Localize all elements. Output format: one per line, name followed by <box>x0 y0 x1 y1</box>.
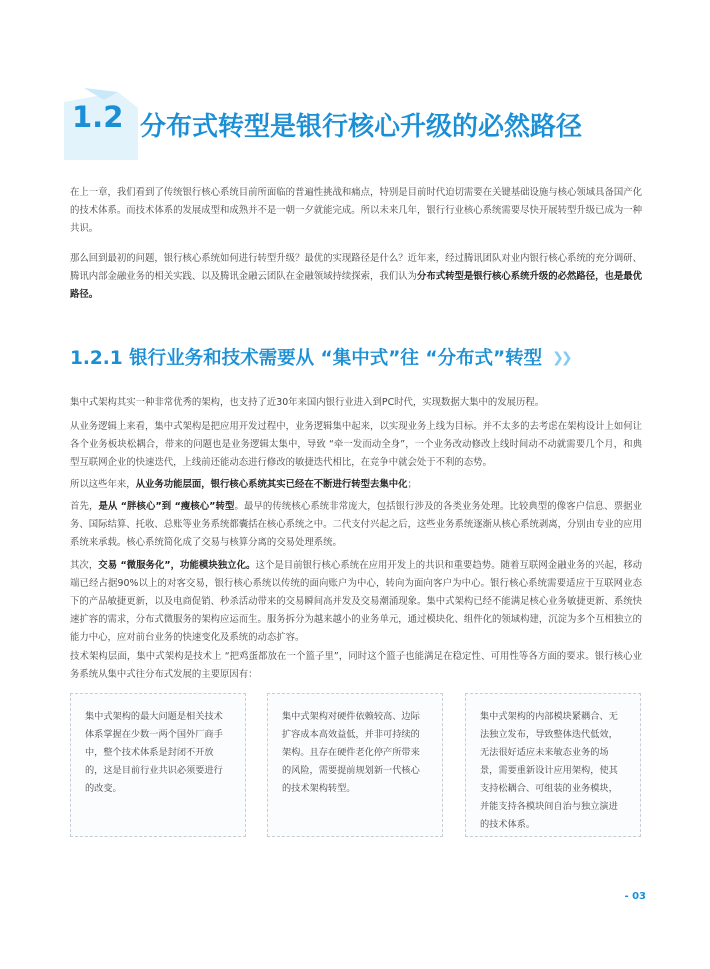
reason-box-3 <box>465 693 641 837</box>
reason-text-3: 集中式架构的内部模块紧耦合、无法独立发布，导致整体迭代低效，无法很好适应未来敏态业务的场景，需要重新设计应用架构，使其支持松耦合、可组装的业务模块，并能支持各模块间自治与独立演进的技术体系。 <box>480 711 618 830</box>
body-paragraph-2: 从业务逻辑上来看，集中式架构是把应用开发过程中，业务逻辑集中起来，以实现业务上线为目标。并不太多的去考虑在架构设计上如何让各个业务板块松耦合，带来的问题也是业务逻辑太集中，导致 “牵一发而动全身”，一个业务改动修改上线时间动不动就需要几个月，和典型互联网企业的快速迭代，上线前还能动态进行修改的敏捷迭代相比，在竞争中就会处于不利的态势。 <box>70 421 642 468</box>
body-paragraph-5-emphasis: 交易 “微服务化”，功能模块独立化。 <box>98 560 256 571</box>
body-paragraph-3-end: ； <box>407 479 417 490</box>
reason-box-1 <box>70 693 246 837</box>
intro-paragraph-2-text: 那么回到最初的问题，银行核心系统如何进行转型升级？最优的实现路径是什么？近年来，经过腾讯团队对业内银行核心系统的充分调研、腾讯内部金融业务的相关实践、以及腾讯金融云团队在金融领域持续探索，我们认为 <box>70 253 642 282</box>
reason-text-2: 集中式架构对硬件依赖较高、边际扩容成本高效益低，并非可持续的架构。且存在硬件老化停产所带来的风险，需要提前规划新一代核心的技术架构转型。 <box>282 711 420 794</box>
reason-text-1: 集中式架构的最大问题是相关技术体系掌握在少数一两个国外厂商手中，整个技术体系是封闭不开放的，这是目前行业共识必须要进行的改变。 <box>85 711 223 794</box>
subsection-title: 1.2.1 银行业务和技术需要从 “集中式”往 “分布式”转型 <box>70 348 543 369</box>
section-number: 1.2 <box>72 100 124 134</box>
body-paragraph-5 <box>70 557 642 647</box>
body-paragraph-4-emphasis: 是从 “胖核心”到 “瘦核心”转型 <box>98 501 235 512</box>
body-paragraph-5-text: 这个是目前银行核心系统在应用开发上的共识和重要趋势。随着互联网金融业务的兴起，移动端已经占据90%以上的对客交易，银行核心系统以传统的面向账户为中心，转向为面向客户为中心。银行核心系统需要适应于互联网业态下的产品敏捷更新，以及电商促销、秒杀活动带来的交易瞬间高并发及交易潮涌现象。集中式架构已经不能满足核心业务敏捷更新、系统快速扩容的需求，分布式微服务的架构应运而生。服务拆分为越来越小的业务单元，通过模块化、组件化的领域构建，沉淀为多个互相独立的能力中心，应对前台业务的快速变化及系统的动态扩容。 <box>70 560 642 643</box>
page-number: - 03 <box>624 891 646 902</box>
body-paragraph-1: 集中式架构其实一种非常优秀的架构，也支持了近30年来国内银行业进入到PC时代，实现数据大集中的发展历程。 <box>70 397 545 408</box>
body-paragraph-3-text: 所以这些年来， <box>70 479 136 490</box>
intro-paragraph-2 <box>70 250 642 304</box>
intro-paragraph-2-emphasis: 分布式转型是银行核心系统升级的必然路径，也是最优路径。 <box>70 271 642 300</box>
intro-paragraph-1: 在上一章，我们看到了传统银行核心系统目前所面临的普遍性挑战和痛点，特别是目前时代迫切需要在关键基础设施与核心领域具备国产化的技术体系。而技术体系的发展成型和成熟并不是一朝一夕就能完成。所以未来几年，银行行业核心系统需要尽快开展转型升级已成为一种共识。 <box>70 187 642 234</box>
body-paragraph-4 <box>70 498 642 552</box>
body-paragraph-6: 技术架构层面，集中式架构是技术上 “把鸡蛋都放在一个篮子里”，同时这个篮子也能满足在稳定性、可用性等各方面的要求。银行核心业务系统从集中式往分布式发展的主要原因有： <box>70 651 642 680</box>
body-paragraph-4-text: 。最早的传统核心系统非常庞大，包括银行涉及的各类业务处理。比较典型的像客户信息、票据业务、国际结算、托收、总账等业务系统都囊括在核心系统之中。二代支付兴起之后，这些业务系统逐渐从核心系统剥离，分别由专业的应用系统来承载。核心系统简化成了交易与核算分离的交易处理系统。 <box>70 501 642 548</box>
body-paragraph-4-lead: 首先， <box>70 501 99 512</box>
double-chevron-icon: ❯❯ <box>552 350 570 366</box>
subsection-heading <box>70 344 570 370</box>
body-paragraph-3 <box>70 476 642 494</box>
body-paragraph-3-emphasis: 从业务功能层面，银行核心系统其实已经在不断进行转型去集中化 <box>135 479 408 490</box>
reason-box-2 <box>267 693 443 837</box>
body-paragraph-5-lead: 其次， <box>70 560 99 571</box>
section-title: 分布式转型是银行核心升级的必然路径 <box>140 112 583 142</box>
